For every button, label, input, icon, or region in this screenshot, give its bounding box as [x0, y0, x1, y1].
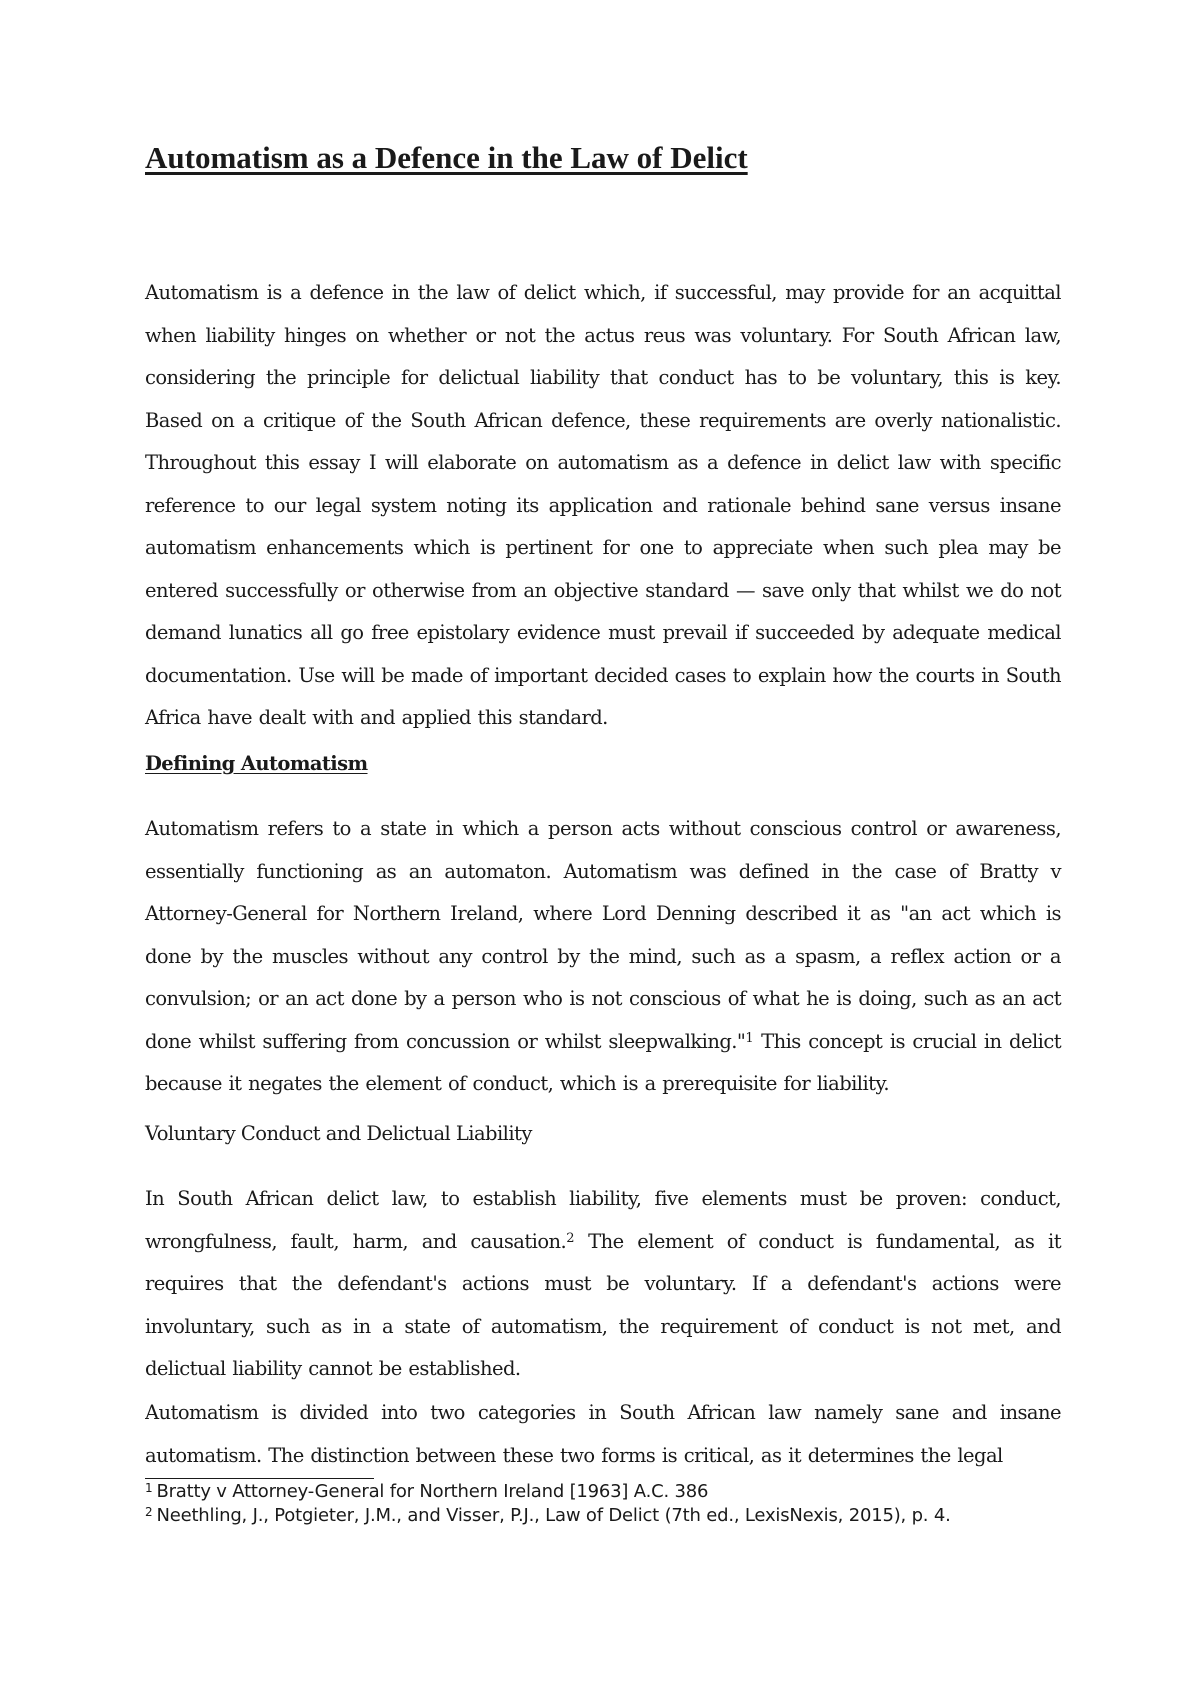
section-heading-voluntary: Voluntary Conduct and Delictual Liability: [145, 1122, 532, 1145]
voluntary-text-continued: The element of conduct is fundamental, as it requires that the defendant's actions must be voluntary. If a defendant's actions were involuntary, such as in a state of automatism, the requirement of conduct is not met, and delictual liability cannot be established.: [145, 1229, 1061, 1380]
defining-text-continued: This concept is crucial in delict because it negates the element of conduct, which is a prerequisite for liability.: [145, 1029, 1061, 1095]
defining-text: Automatism refers to a state in which a person acts without conscious control or awareness, essentially functioning as an automaton. Automatism was defined in the case of Bratty v Attorney-General for Northern Ireland, where Lord Denning described it as "an act which is done by the muscles without any control by the mind, such as a spasm, a reflex action or a convulsion; or an act done by a person who is not conscious of what he is doing, such as an act done whilst suffering from concussion or whilst sleepwalking.": [145, 817, 1061, 1053]
footnote-marker: 2: [145, 1505, 153, 1519]
footnote-text: Bratty v Attorney-General for Northern Ireland [1963] A.C. 386: [156, 1481, 709, 1502]
voluntary-paragraph: [145, 1178, 1061, 1391]
footnote-text: Neethling, J., Potgieter, J.M., and Visser, P.J., Law of Delict (7th ed., LexisNexis, 2015), p. 4.: [156, 1505, 951, 1526]
footnote-ref-1: 1: [745, 1030, 754, 1046]
defining-paragraph: [145, 808, 1061, 1106]
footnote-2: [145, 1504, 1061, 1528]
footnote-separator: [145, 1478, 374, 1479]
footnote-ref-2: 2: [566, 1230, 575, 1246]
footnote-marker: 1: [145, 1481, 153, 1495]
intro-paragraph: Automatism is a defence in the law of delict which, if successful, may provide for an acquittal when liability hinges on whether or not the actus reus was voluntary. For South African law, considering the principle for delictual liability that conduct has to be voluntary, this is key. Based on a critique of the South African defence, these requirements are overly nationalistic. Throughout this essay I will elaborate on automatism as a defence in delict law with specific reference to our legal system noting its application and rationale behind sane versus insane automatism enhancements which is pertinent for one to appreciate when such plea may be entered successfully or otherwise from an objective standard — save only that whilst we do not demand lunatics all go free epistolary evidence must prevail if succeeded by adequate medical documentation. Use will be made of important decided cases to explain how the courts in South Africa have dealt with and applied this standard.: [145, 281, 1061, 729]
footnotes: [145, 1480, 1061, 1528]
footnote-1: [145, 1480, 1061, 1504]
closing-paragraph: Automatism is divided into two categories in South African law namely sane and insane automatism. The distinction between these two forms is critical, as it determines the legal: [145, 1401, 1061, 1467]
voluntary-text: In South African delict law, to establish liability, five elements must be proven: conduct, wrongfulness, fault, harm, and causation.: [145, 1187, 1061, 1253]
section-heading-defining: Defining Automatism: [145, 752, 368, 775]
page-title: Automatism as a Defence in the Law of Delict: [145, 140, 748, 175]
